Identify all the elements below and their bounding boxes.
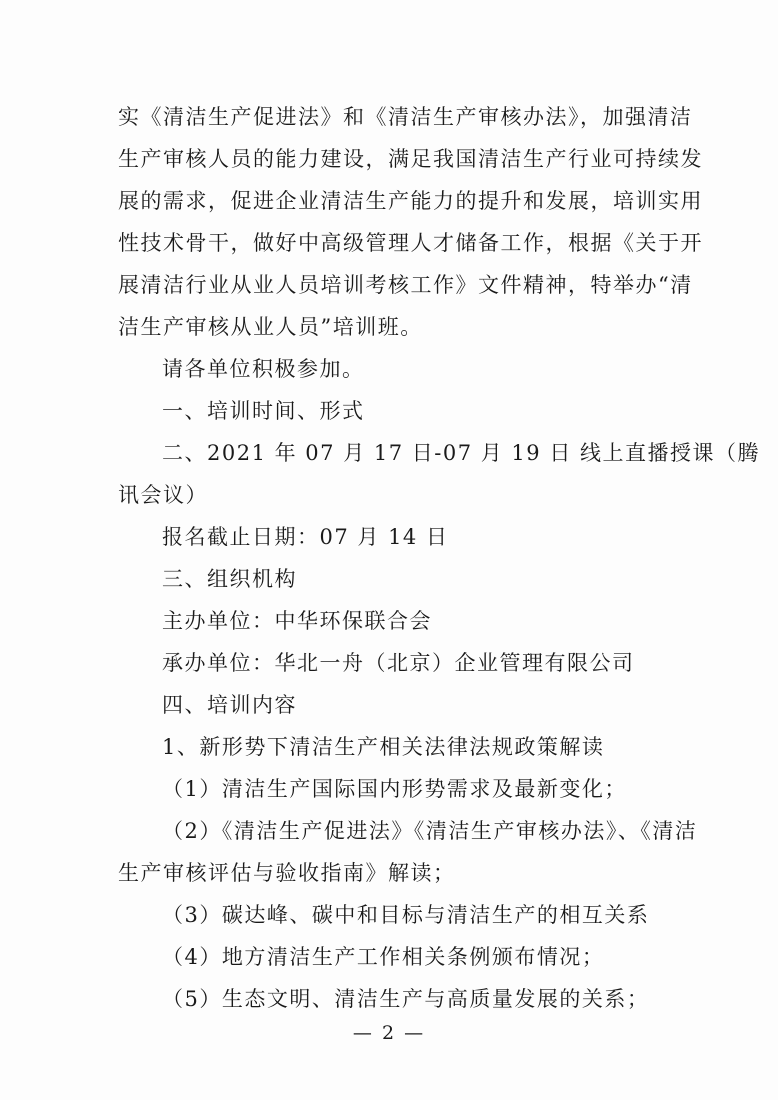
paragraph-line: 请各单位积极参加。 bbox=[162, 357, 365, 381]
section-heading: 三、组织机构 bbox=[162, 567, 297, 591]
page-number: — 2 — bbox=[352, 1022, 426, 1044]
body-line: 展的需求，促进企业清洁生产能力的提升和发展，培训实用 bbox=[118, 189, 703, 213]
co-organizer-line: 承办单位：华北一舟（北京）企业管理有限公司 bbox=[162, 651, 635, 675]
content-subitem: （4）地方清洁生产工作相关条例颁布情况； bbox=[162, 945, 605, 969]
section-heading: 四、培训内容 bbox=[162, 693, 297, 717]
deadline-line: 报名截止日期：07 月 14 日 bbox=[162, 525, 449, 549]
content-item: 1、新形势下清洁生产相关法律法规政策解读 bbox=[162, 735, 605, 759]
body-line: 性技术骨干，做好中高级管理人才储备工作，根据《关于开 bbox=[118, 231, 703, 255]
section-heading: 一、培训时间、形式 bbox=[162, 399, 365, 423]
body-line: 生产审核人员的能力建设，满足我国清洁生产行业可持续发 bbox=[118, 147, 703, 171]
body-line: 讯会议） bbox=[118, 483, 208, 507]
section-heading: 二、2021 年 07 月 17 日-07 月 19 日 线上直播授课（腾 bbox=[162, 441, 761, 465]
content-subitem: （1）清洁生产国际国内形势需求及最新变化； bbox=[162, 777, 627, 801]
content-subitem: （3）碳达峰、碳中和目标与清洁生产的相互关系 bbox=[162, 903, 650, 927]
body-line: 实《清洁生产促进法》和《清洁生产审核办法》，加强清洁 bbox=[118, 105, 693, 129]
body-line: 展清洁行业从业人员培训考核工作》文件精神，特举办“清 bbox=[118, 273, 693, 297]
content-subitem: （2）《清洁生产促进法》《清洁生产审核办法》、《清洁 bbox=[162, 819, 698, 843]
body-line: 生产审核评估与验收指南》解读； bbox=[118, 861, 456, 885]
organizer-line: 主办单位：中华环保联合会 bbox=[162, 609, 432, 633]
body-line: 洁生产审核从业人员”培训班。 bbox=[118, 315, 423, 339]
content-subitem: （5）生态文明、清洁生产与高质量发展的关系； bbox=[162, 987, 650, 1011]
